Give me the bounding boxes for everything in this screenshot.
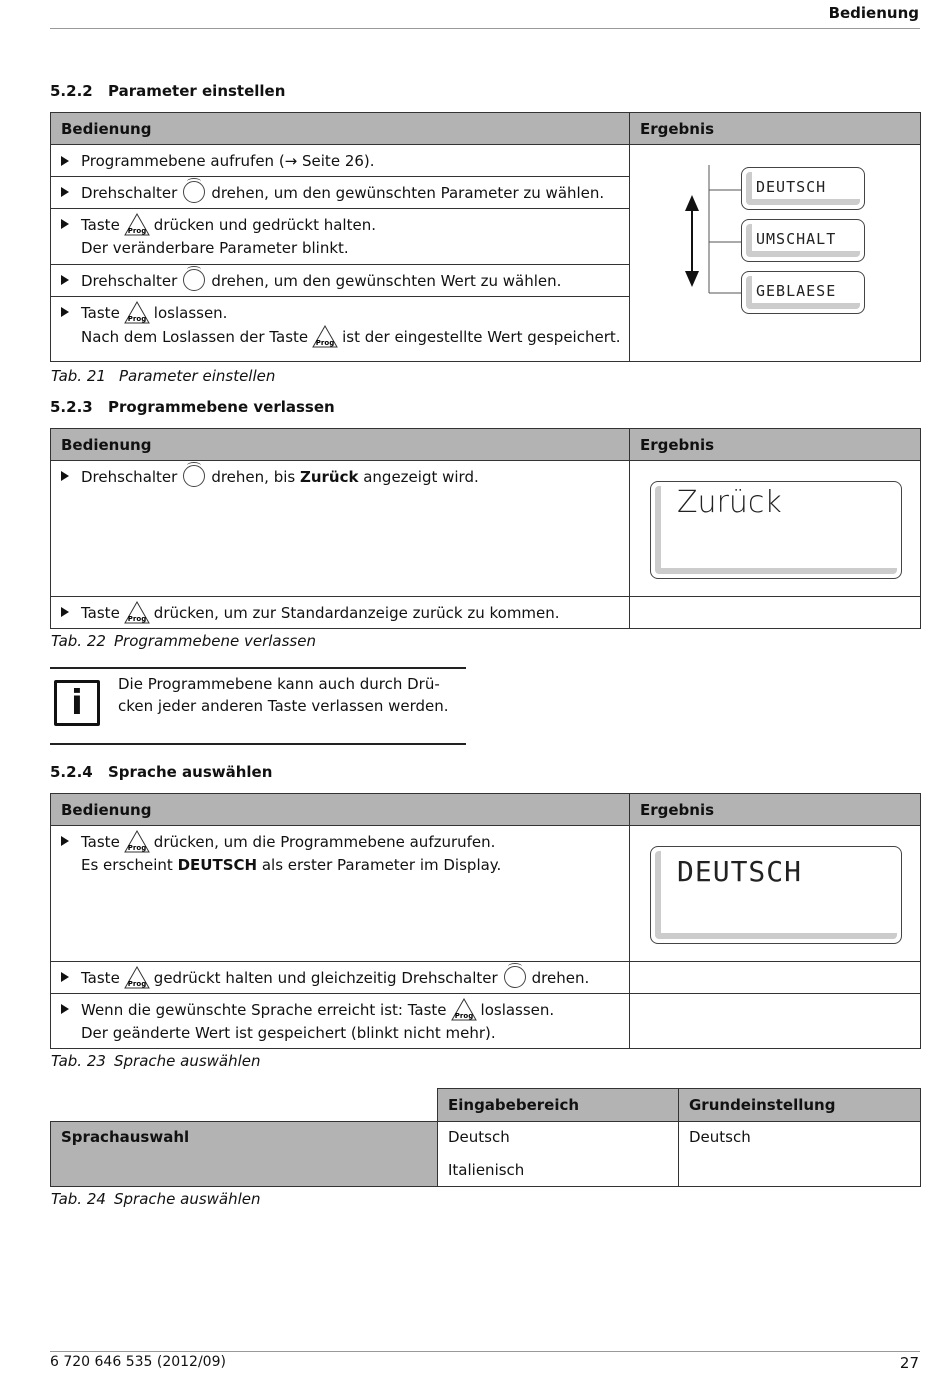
- table-caption-22: Tab. 22 Programmebene verlassen: [51, 632, 316, 650]
- result-cell: [630, 145, 921, 362]
- col-header-ergebnis: Ergebnis: [630, 429, 921, 461]
- col-header-ergebnis: Ergebnis: [630, 113, 921, 145]
- info-text: Die Programmebene kann auch durch Drü- cken jeder anderen Taste verlassen werden.: [118, 675, 449, 715]
- section-title: Programmebene verlassen: [108, 398, 335, 416]
- svg-text:Prog: Prog: [127, 315, 146, 323]
- bullet-arrow-icon: [61, 1004, 69, 1014]
- footer-rule: [50, 1351, 920, 1352]
- svg-text:Prog: Prog: [315, 339, 335, 347]
- footer-doc-number: 6 720 646 535 (2012/09): [50, 1354, 226, 1370]
- bullet-arrow-icon: [61, 836, 69, 846]
- table-row: Drehschalter drehen, bis Zurück angezeigt wird.: [51, 461, 630, 597]
- rotary-knob-icon: [183, 465, 205, 487]
- table-programmebene-verlassen: [50, 428, 921, 629]
- arrow-up-icon: [685, 195, 699, 211]
- lcd-param-3: GEBLAESE: [741, 271, 865, 314]
- rotary-knob-icon: [504, 966, 526, 988]
- table-row: Taste Prog drücken, um die Programmebene aufzurufen. Es erscheint DEUTSCH als erster Parameter im Display.: [51, 826, 630, 962]
- result-cell: [630, 461, 921, 597]
- table-sprachauswahl-settings: [50, 1088, 921, 1187]
- lcd-param-2: UMSCHALT: [741, 219, 865, 262]
- arrow-down-icon: [685, 271, 699, 287]
- svg-text:Prog: Prog: [127, 227, 146, 235]
- table-caption-23: Tab. 23 Sprache auswählen: [51, 1052, 261, 1070]
- section-number: 5.2.3: [50, 398, 93, 416]
- arrow-right-icon: →: [284, 151, 298, 170]
- bullet-arrow-icon: [61, 187, 69, 197]
- section-heading-5-2-2: [50, 82, 285, 100]
- col-header-eingabebereich: Eingabebereich: [438, 1089, 679, 1122]
- table-row: Taste Prog drücken, um zur Standardanzeige zurück zu kommen.: [51, 597, 630, 629]
- prog-button-icon: [124, 213, 150, 237]
- section-number: 5.2.2: [50, 82, 93, 100]
- rotary-knob-icon: [183, 269, 205, 291]
- result-cell: [630, 826, 921, 962]
- table-caption-24: Tab. 24 Sprache auswählen: [51, 1190, 261, 1208]
- prog-button-icon: [451, 998, 477, 1022]
- table-row: Taste Prog gedrückt halten und gleichzeitig Drehschalter drehen.: [51, 962, 630, 994]
- table-row: Taste Prog loslassen. Nach dem Loslassen der Taste Prog ist der eingestellte Wert gespeichert.: [51, 297, 630, 362]
- svg-text:Prog: Prog: [127, 614, 146, 623]
- table-row: Wenn die gewünschte Sprache erreicht ist: Taste Prog loslassen. Der geänderte Wert ist gespeichert (blinkt nicht mehr).: [51, 994, 630, 1049]
- section-title: Sprache auswählen: [108, 763, 273, 781]
- range-cell: [438, 1122, 679, 1187]
- default-cell: Deutsch: [679, 1122, 921, 1187]
- running-header: Bedienung: [828, 4, 919, 22]
- bullet-arrow-icon: [61, 275, 69, 285]
- svg-text:Prog: Prog: [127, 979, 146, 988]
- rotary-knob-icon: [183, 181, 205, 203]
- table-row: Drehschalter drehen, um den gewünschten Wert zu wählen.: [51, 265, 630, 297]
- table-caption-21: Tab. 21 Parameter einstellen: [51, 367, 276, 385]
- lcd-display-zurueck: Zurück: [650, 481, 902, 579]
- header-rule: [50, 28, 920, 29]
- row-header-sprachauswahl: Sprachauswahl: [51, 1122, 438, 1187]
- info-rule-bottom: [50, 743, 466, 745]
- prog-button-icon: [124, 601, 150, 625]
- svg-text:Prog: Prog: [454, 1012, 473, 1020]
- bullet-arrow-icon: [61, 471, 69, 481]
- col-header-bedienung: Bedienung: [51, 429, 630, 461]
- info-rule-top: [50, 667, 466, 669]
- section-heading-5-2-3: [50, 398, 335, 416]
- prog-button-icon: [124, 966, 150, 990]
- svg-text:Prog: Prog: [127, 844, 146, 852]
- page-number: 27: [899, 1354, 919, 1372]
- empty-corner: [51, 1089, 438, 1122]
- lcd-param-1: DEUTSCH: [741, 167, 865, 210]
- bullet-arrow-icon: [61, 307, 69, 317]
- col-header-bedienung: Bedienung: [51, 113, 630, 145]
- info-icon: i: [54, 680, 100, 726]
- bullet-arrow-icon: [61, 219, 69, 229]
- bullet-arrow-icon: [61, 972, 69, 982]
- col-header-grundeinstellung: Grundeinstellung: [679, 1089, 921, 1122]
- list-item: Italienisch: [448, 1161, 525, 1179]
- col-header-bedienung: Bedienung: [51, 794, 630, 826]
- table-sprache-auswaehlen: [50, 793, 921, 1049]
- prog-button-icon: [124, 301, 150, 325]
- prog-button-icon: [312, 325, 338, 349]
- prog-button-icon: [124, 830, 150, 854]
- section-number: 5.2.4: [50, 763, 93, 781]
- result-cell-empty: [630, 597, 921, 629]
- result-cell-empty: [630, 962, 921, 994]
- bullet-arrow-icon: [61, 607, 69, 617]
- list-item: Deutsch: [448, 1128, 510, 1146]
- table-row: Drehschalter drehen, um den gewünschten Parameter zu wählen.: [51, 177, 630, 209]
- section-heading-5-2-4: [50, 763, 272, 781]
- bullet-arrow-icon: [61, 156, 69, 166]
- section-title: Parameter einstellen: [108, 82, 286, 100]
- table-row: Taste Prog drücken und gedrückt halten. Der veränderbare Parameter blinkt.: [51, 209, 630, 265]
- lcd-display-deutsch: DEUTSCH: [650, 846, 902, 944]
- table-parameter-einstellen: [50, 112, 921, 362]
- result-cell-empty: [630, 994, 921, 1049]
- col-header-ergebnis: Ergebnis: [630, 794, 921, 826]
- table-row: Programmebene aufrufen (→ Seite 26).: [51, 145, 630, 177]
